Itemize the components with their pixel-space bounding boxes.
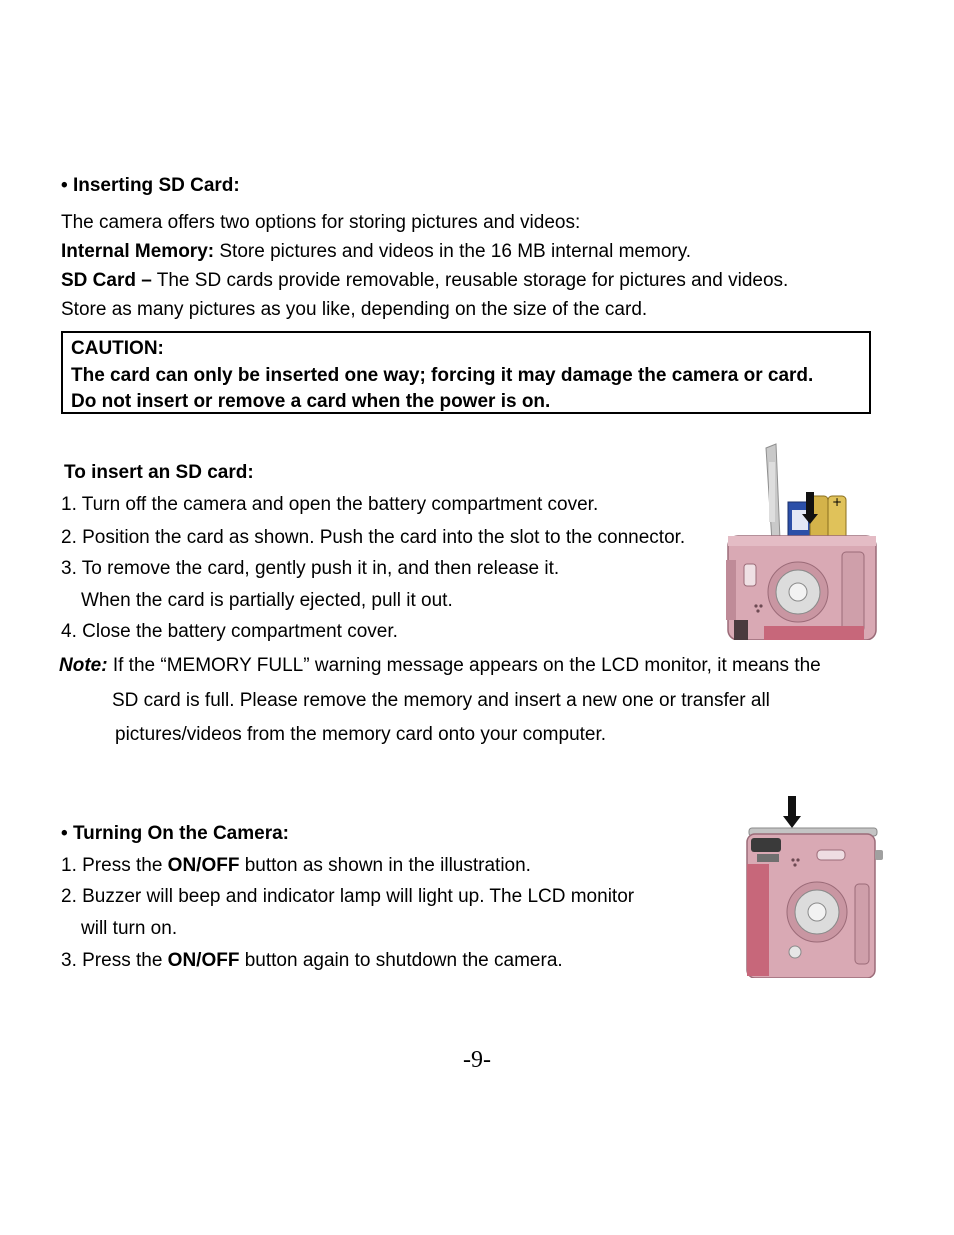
- heading-text: Turning On the Camera:: [72, 823, 289, 844]
- power-step-3-post: button again to shutdown the camera.: [239, 950, 563, 971]
- caution-box: [61, 331, 871, 414]
- sd-card-text: The SD cards provide removable, reusable storage for pictures and videos.: [151, 270, 789, 291]
- section-heading-sd: [61, 175, 240, 197]
- power-step-3-pre: 3. Press the: [61, 950, 168, 971]
- note-line-3: pictures/videos from the memory card onto your computer.: [115, 724, 607, 745]
- camera-sd-card-illustration: [724, 440, 878, 640]
- note-line-1: [59, 655, 821, 677]
- note-label: Note:: [59, 655, 108, 676]
- note-text-1: If the “MEMORY FULL” warning message appears on the LCD monitor, it means the: [107, 655, 821, 676]
- intro-text: The camera offers two options for storing pictures and videos:: [61, 212, 581, 233]
- caution-line-2: Do not insert or remove a card when the power is on.: [71, 391, 551, 412]
- sd-card-line: [61, 270, 788, 292]
- internal-memory-label: Internal Memory:: [61, 241, 215, 262]
- caution-title: CAUTION:: [71, 338, 164, 359]
- power-step-1-post: button as shown in the illustration.: [239, 855, 531, 876]
- camera-power-illustration: [745, 794, 887, 978]
- insert-step-2: 2. Position the card as shown. Push the card into the slot to the connector.: [61, 527, 686, 548]
- bullet: •: [61, 823, 68, 844]
- power-step-1-pre: 1. Press the: [61, 855, 168, 876]
- insert-heading: To insert an SD card:: [64, 462, 254, 483]
- insert-step-1: 1. Turn off the camera and open the battery compartment cover.: [61, 494, 599, 515]
- power-step-1: [61, 855, 531, 877]
- insert-step-4: 4. Close the battery compartment cover.: [61, 621, 398, 642]
- page-number: -9-: [463, 1047, 491, 1073]
- svg-text:+: +: [831, 495, 843, 509]
- power-step-2: 2. Buzzer will beep and indicator lamp will light up. The LCD monitor: [61, 886, 635, 907]
- heading-text: Inserting SD Card:: [72, 175, 240, 196]
- bullet: •: [61, 175, 68, 196]
- power-step-2b: will turn on.: [81, 918, 178, 939]
- caution-line-1: The card can only be inserted one way; forcing it may damage the camera or card.: [71, 365, 814, 386]
- section-heading-power: [61, 823, 289, 845]
- power-step-3: [61, 950, 563, 972]
- insert-step-3: 3. To remove the card, gently push it in, and then release it.: [61, 558, 560, 579]
- sd-card-label: SD Card –: [61, 270, 152, 291]
- sd-card-text-2: Store as many pictures as you like, depending on the size of the card.: [61, 299, 648, 320]
- internal-memory-text: Store pictures and videos in the 16 MB internal memory.: [214, 241, 692, 262]
- on-off-label: ON/OFF: [167, 855, 240, 876]
- note-line-2: SD card is full. Please remove the memory and insert a new one or transfer all: [112, 690, 770, 711]
- on-off-label: ON/OFF: [167, 950, 240, 971]
- internal-memory-line: [61, 241, 691, 263]
- insert-step-3b: When the card is partially ejected, pull it out.: [81, 590, 453, 611]
